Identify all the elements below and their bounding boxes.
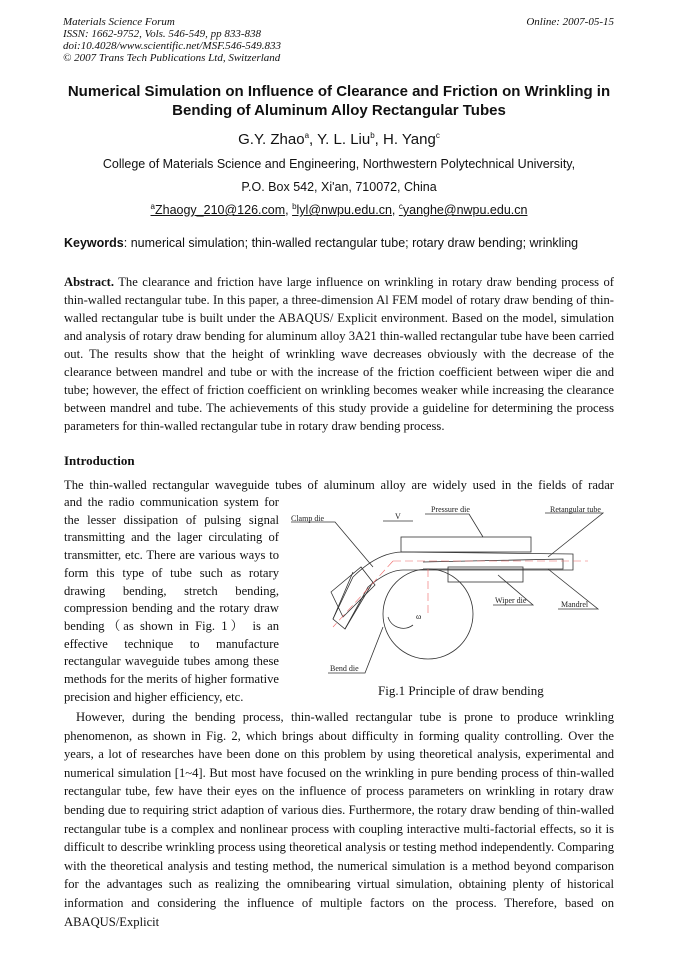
label-omega: ω — [416, 612, 422, 621]
author: Y. L. Liu — [317, 131, 371, 148]
emails: $^a$Zhaogy_210@126.com, $^b$lyl@nwpu.edu.cn, $^c$yanghe@nwpu.edu.cn — [150, 202, 528, 218]
email-link[interactable]: $^c$yanghe@nwpu.edu.cn — [398, 202, 528, 218]
intro-paragraph: However, during the bending process, thin-walled rectangular tube is prone to produce wrinkling phenomenon, as shown in Fig. 2, which brings about difficulty in forming quality controlling. Over the years, a lot of researches have been done on this problem by using theoretical analysis, experimental and numerical simulation [1~4]. But most have focused on the wrinkling in pure bending process of thin-walled rectangular tube, few have their eyes on the influence of process parameters on wrinkling in rotary draw bending due to requiring strict adaption of various dies. Furthermore, the rotary draw bending of thin-walled rectangular tube is a complex and nonlinear process with coupling interactive multi-factorial effects, so it is difficult to describe wrinkling process using theoretical analysis or testing method independently. Comparing with the theoretical analysis and testing method, the numerical simulation is a method beyond comparison for the advantages such as realizing the omnibearing virtual simulation, obtaining plenty of historical information and considering the influence of multiple factors on the process. Therefore, based on ABAQUS/Explicit — [64, 710, 614, 929]
author: H. Yang — [383, 131, 436, 148]
figure-caption: Fig.1 Principle of draw bending — [378, 683, 544, 698]
affiliation-line: P.O. Box 542, Xi'an, 710072, China — [241, 180, 437, 194]
label-clamp-die: Clamp die — [291, 514, 325, 523]
online-date: Online: 2007-05-15 — [526, 16, 614, 28]
label-wiper-die: Wiper die — [495, 596, 527, 605]
intro-paragraph: and the radio communication system for the lesser dissipation of pulsing signal transmitting and the lager circulating of transmitter, etc. There are various ways to form this type of tube such as rotary drawing bending, stretch bending, compression bending and the rotary draw bending（as shown in Fig. 1） is an effective technique to manufacture rectangular waveguide tubes among these methods for the merits of higher formative precision and higher efficiency, etc. — [64, 495, 279, 704]
author-sup: a — [304, 131, 310, 140]
intro-paragraph-line: The thin-walled rectangular waveguide tubes of aluminum alloy are widely used in the fields of radar — [64, 478, 614, 492]
figure-draw-bending — [283, 497, 623, 702]
section-heading: Introduction — [64, 453, 135, 468]
keywords: Keywords: numerical simulation; thin-walled rectangular tube; rotary draw bending; wrinkling — [64, 236, 579, 250]
copyright: © 2007 Trans Tech Publications Ltd, Switzerland — [63, 52, 281, 64]
author-sup: c — [435, 131, 440, 140]
label-bend-die: Bend die — [330, 664, 359, 673]
label-pressure-die: Pressure die — [431, 505, 470, 514]
affiliation-line: College of Materials Science and Engineering, Northwestern Polytechnical University, — [102, 157, 576, 171]
pressure-die — [401, 537, 531, 552]
journal-name: Materials Science Forum — [63, 16, 175, 28]
authors: G.Y. Zhao$^a$, Y. L. Liu$^b$, H. Yang$^c$ — [238, 131, 440, 148]
label-v: V — [395, 512, 401, 521]
doi: doi:10.4028/www.scientific.net/MSF.546-549.833 — [63, 40, 282, 52]
label-tube: Retangular tube — [550, 505, 601, 514]
abstract: Abstract. The clearance and friction have large influence on wrinkling in rotary draw bending process of thin-walled rectangular tube. In this paper, a three-dimension Al FEM model of rotary draw bending of thin-walled rectangular tube is built under the ABAQUS/ Explicit environment. Based on the model, simulation and analysis of rotary draw bending for aluminum alloy 3A21 thin-walled rectangular tube have been carried out. The results show that the height of wrinkling wave decreases obviously with the decrease of the clearance between mandrel and tube or with the increase of the friction coefficient between wiper die and tube; however, the effect of friction coefficient on wrinkling becomes weaker while increasing the clearance between mandrel and tube. The achievements of this study provide a guideline for determining the process parameters for thin-walled rectangular tube in rotary draw bending process. — [64, 275, 614, 433]
paper-title: Numerical Simulation on Influence of Clearance and Friction on Wrinkling in Bending of Aluminum Alloy Rectangular Tubes — [67, 83, 611, 119]
issn: ISSN: 1662-9752, Vols. 546-549, pp 833-838 — [63, 28, 261, 40]
author: G.Y. Zhao — [238, 131, 305, 148]
journal-header — [63, 16, 281, 64]
email-link[interactable]: $^b$lyl@nwpu.edu.cn — [292, 202, 392, 218]
author-sup: b — [370, 131, 375, 140]
label-mandrel: Mandrel — [561, 600, 589, 609]
email-link[interactable]: $^a$Zhaogy_210@126.com — [150, 202, 286, 218]
